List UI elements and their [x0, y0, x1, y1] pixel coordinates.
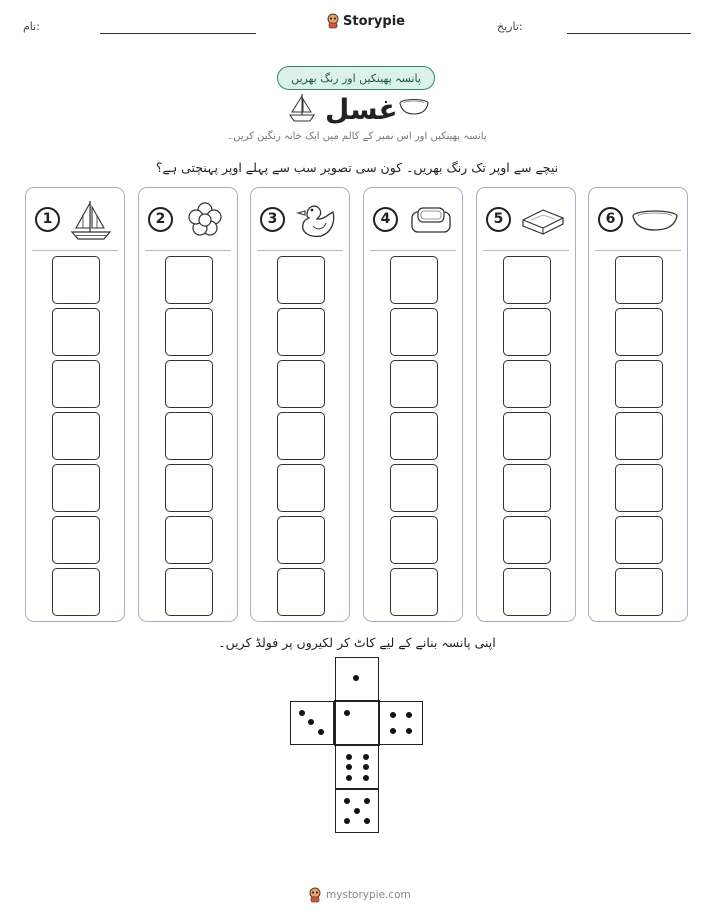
column-number: 1	[35, 207, 60, 232]
date-label: تاریخ:	[497, 20, 523, 33]
dice-face-center	[334, 700, 380, 746]
column-5	[476, 187, 576, 622]
column-number: 4	[373, 207, 398, 232]
color-box[interactable]	[615, 412, 663, 460]
color-box[interactable]	[52, 308, 100, 356]
activity-badge: پانسہ پھینکیں اور رنگ بھریں	[277, 66, 435, 90]
color-box[interactable]	[277, 568, 325, 616]
color-box[interactable]	[277, 360, 325, 408]
color-box[interactable]	[277, 308, 325, 356]
page-title: غسل	[325, 93, 398, 126]
soap-dish-icon	[404, 198, 456, 242]
flower-icon	[179, 198, 231, 242]
name-label: نام:	[23, 20, 40, 33]
name-line[interactable]	[100, 33, 256, 34]
color-box[interactable]	[615, 360, 663, 408]
footer-url: mystorypie.com	[326, 889, 411, 901]
column-number: 3	[260, 207, 285, 232]
color-box[interactable]	[165, 412, 213, 460]
color-box[interactable]	[390, 360, 438, 408]
bowl-icon	[629, 198, 681, 242]
soap-bar-icon	[517, 198, 569, 242]
color-box[interactable]	[165, 308, 213, 356]
storypie-mascot-icon	[326, 13, 340, 29]
color-box[interactable]	[277, 412, 325, 460]
color-box[interactable]	[277, 256, 325, 304]
brand-name: Storypie	[343, 13, 405, 29]
color-box[interactable]	[390, 568, 438, 616]
color-box[interactable]	[52, 256, 100, 304]
dice-face-right	[379, 701, 423, 745]
color-box[interactable]	[52, 412, 100, 460]
color-box[interactable]	[615, 516, 663, 564]
column-3	[250, 187, 350, 622]
color-box[interactable]	[615, 464, 663, 512]
color-box[interactable]	[52, 464, 100, 512]
color-box[interactable]	[165, 360, 213, 408]
color-box[interactable]	[503, 568, 551, 616]
footer-brand	[308, 887, 418, 903]
column-number: 5	[486, 207, 511, 232]
color-box[interactable]	[390, 256, 438, 304]
color-box[interactable]	[615, 256, 663, 304]
color-box[interactable]	[165, 256, 213, 304]
color-box[interactable]	[390, 516, 438, 564]
color-box[interactable]	[165, 516, 213, 564]
color-box[interactable]	[503, 516, 551, 564]
column-1	[25, 187, 125, 622]
color-box[interactable]	[615, 568, 663, 616]
dice-face-back	[335, 789, 379, 833]
sailboat-icon	[66, 198, 118, 242]
dice-net	[290, 657, 426, 837]
color-box[interactable]	[390, 412, 438, 460]
date-line[interactable]	[567, 33, 691, 34]
column-number: 2	[148, 207, 173, 232]
color-box[interactable]	[52, 360, 100, 408]
storypie-mascot-icon	[308, 887, 322, 903]
color-box[interactable]	[503, 464, 551, 512]
color-box[interactable]	[503, 412, 551, 460]
color-box[interactable]	[615, 308, 663, 356]
column-4	[363, 187, 463, 622]
color-box[interactable]	[503, 308, 551, 356]
color-box[interactable]	[503, 256, 551, 304]
dice-face-bottom	[335, 745, 379, 789]
color-box[interactable]	[390, 308, 438, 356]
color-box[interactable]	[390, 464, 438, 512]
color-box[interactable]	[52, 568, 100, 616]
sailboat-icon	[287, 92, 317, 124]
column-6	[588, 187, 688, 622]
color-box[interactable]	[277, 516, 325, 564]
fold-instruction: اپنی پانسہ بنانے کے لیے کاٹ کر لکیروں پر فولڈ کریں۔	[218, 635, 496, 650]
color-box[interactable]	[165, 568, 213, 616]
dice-face-left	[290, 701, 334, 745]
instruction-subtitle: پانسہ پھینکیں اور اس نمبر کے کالم میں ایک خانہ رنگین کریں۔	[227, 131, 487, 142]
dice-face-top	[335, 657, 379, 701]
brand-logo	[326, 13, 405, 29]
column-number: 6	[598, 207, 623, 232]
color-box[interactable]	[52, 516, 100, 564]
column-2	[138, 187, 238, 622]
rubber-duck-icon	[291, 198, 343, 242]
question-text: نیچے سے اوپر تک رنگ بھریں۔ کون سی تصویر سب سے پہلے اوپر پہنچتی ہے؟	[155, 160, 559, 175]
color-box[interactable]	[277, 464, 325, 512]
color-box[interactable]	[503, 360, 551, 408]
color-box[interactable]	[165, 464, 213, 512]
bowl-icon	[398, 98, 430, 118]
